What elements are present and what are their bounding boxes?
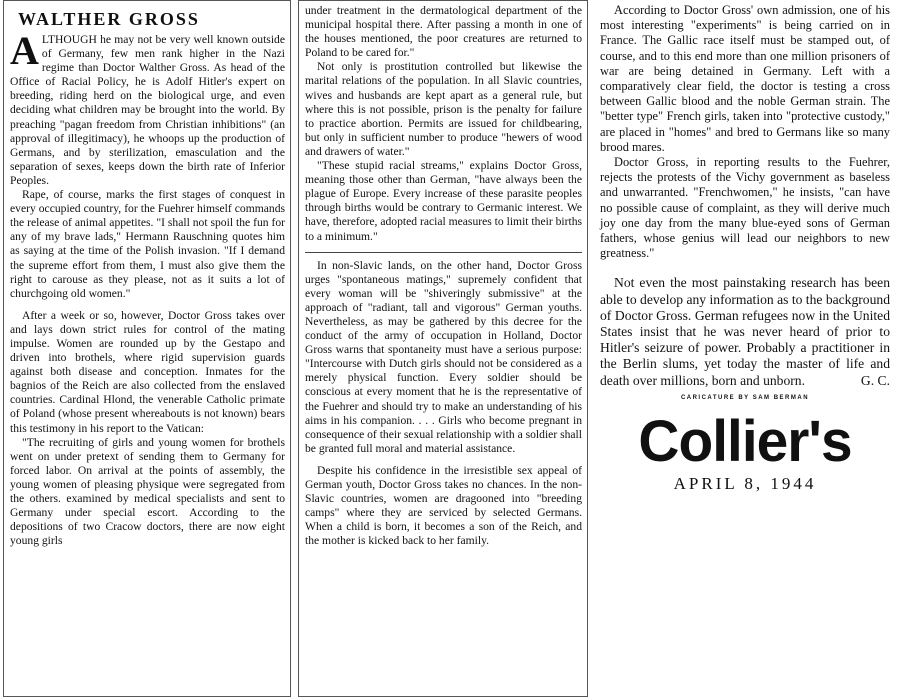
paragraph-text: LTHOUGH he may not be very well known outside of Germany, few men rank higher in the Nazi regime than Doctor Walther Gross. As head of the Office of Racial Policy, he is Adolf Hitler's expert on breeding, riding herd on the biological urge, and even deciding what children may be brought into the world. By preaching "pagan freedom from Christian inhibitions" (an approval of illegitimacy), he whoops up the production of Germans, and by sterilization, emasculation and the separation of sexes, keeps down the birth rate of Inferior Peoples. (10, 33, 285, 187)
drop-cap: A (10, 28, 39, 73)
issue-date: APRIL 8, 1944 (673, 474, 817, 494)
paragraph: "The recruiting of girls and young women for brothels went on under pretext of sending them to Germany for forced labor. On arrival at the points of assembly, the young women of pleasing physique were segregated from the others. examined by medical specialists and sent to Germany under special escort. According to the depositions of two Cracow doctors, there are now eight young girls (10, 435, 285, 548)
column-divider (305, 252, 582, 253)
paragraph: According to Doctor Gross' own admission, one of his most interesting "experiments" is being carried on in France. The Gallic race itself must be stamped out, of course, and to this end more than one million prisoners of war are being detained in Germany. Left with a comparatively clear field, the doctor is testing a cross between Gallic blood and the noble German strain. The "better type" French girls, taken into "protective custody," are placed in "homes" and bred to Germans like so many brood mares. (600, 3, 890, 154)
paragraph: In non-Slavic lands, on the other hand, Doctor Gross urges "spontaneous matings," supremely confident that every woman will be "shiveringly submissive" at the approach of "radiant, tall and vigorous" German youths. Nevertheless, as may be gathered by this decree for the conduct of the army of occupation in Holland, Doctor Gross warns that spontaneity must have a serious purpose: "Intercourse with Dutch girls should not be considered as a merely physical function. Every soldier should be conscious at every moment that he is the representative of the Fuehrer and should try to make an understanding of his aims in his companion. . . . Girls who become pregnant in consequence of their sexual relationship with a soldier shall be granted full moral and material assistance. (305, 258, 582, 455)
caricature-credit: CARICATURE BY SAM BERMAN (680, 394, 810, 401)
paragraph-gap (600, 261, 890, 275)
paragraph-gap (305, 456, 582, 464)
paragraph: Rape, of course, marks the first stages of conquest in every occupied country, for the Fuehrer himself commands the release of animal appetites. "I shall not spoil the fun for any of my brave lads," Hermann Rauschning quotes him as saying at the time of the Polish invasion. "If I demand the supreme effort from them, I must also give them the right to carouse as they please, not as it suits a lot of churchgoing old women." (10, 188, 285, 300)
magazine-masthead: Collier's (638, 409, 852, 475)
paragraph: After a week or so, however, Doctor Gross takes over and lays down strict rules for control of the mating impulse. Women are rounded up by the Gestapo and driven into brothels, where rigid supervision guards against both disease and conception. Inmates for the bagnios of the Reich are also collected from the enslaved countries. Cardinal Hlond, the venerable Catholic primate of Poland (whose present whereabouts is not known) bears this testimony in his report to the Vatican: (10, 308, 285, 435)
paragraph-gap (10, 301, 285, 309)
paragraph (10, 28, 285, 188)
paragraph: Not only is prostitution controlled but likewise the marital relations of the population. In all Slavic countries, wives and husbands are kept apart as a general rule, but where this is not possible, prison is the penalty for failure to practice abortion. Permits are issued for childbearing, but only in sufficient number to produce "hewers of wood and drawers of water." (305, 60, 582, 158)
column-2 (298, 0, 588, 697)
paragraph: Despite his confidence in the irresistible sex appeal of German youth, Doctor Gross takes no chances. In the non-Slavic countries, women are dragooned into "breeding camps" where they are serviced by selected Germans. When a child is born, it becomes a son of the Reich, and the mother is kicked back to her family. (305, 463, 582, 548)
column-1 (3, 0, 291, 697)
paragraph-text: Not even the most painstaking research has been able to develop any information as to the background of Doctor Gross. German refugees now in the United States insist that he was never heard of prior to Hitler's seizure of power. Probably a practitioner in the Berlin slums, yet today the master of life and death over millions, born and unborn. (600, 275, 890, 388)
closing-block (600, 275, 890, 388)
paragraph: under treatment in the dermatological department of the municipal hospital there. After passing a month in one of the houses mentioned, the poor creatures are returned to Poland to be cared for." (305, 4, 582, 60)
column-3 (596, 0, 894, 697)
article-headline: WALTHER GROSS (18, 9, 200, 29)
paragraph: "These stupid racial streams," explains Doctor Gross, meaning those other than German, "have always been the plague of Europe. Every increase of these parasite peoples through births would be contrary to Germanic interest. We have, therefore, adopted racial measures to limit their births to a minimum." (305, 159, 582, 243)
paragraph (600, 275, 890, 388)
paragraph: Doctor Gross, in reporting results to the Fuehrer, rejects the protests of the Vichy government as baseless and unwarranted. "Frenchwomen," he insists, "can have no possible cause of complaint, as they will derive much joy one day from the many blue-eyed sons of German fathers, whose genius will lead our neighbors to new greatness." (600, 155, 890, 261)
author-initials: G. C. (860, 372, 890, 388)
